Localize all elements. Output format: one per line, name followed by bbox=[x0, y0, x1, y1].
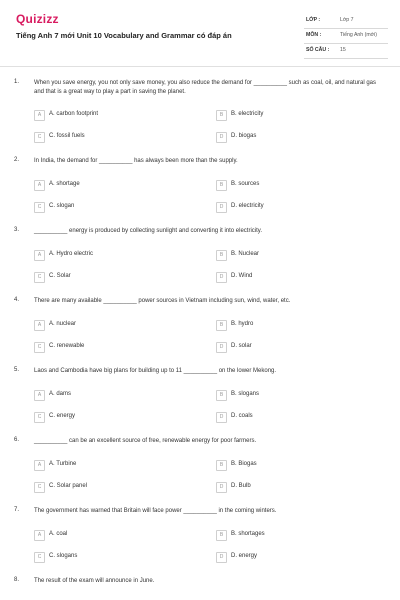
option-letter-box: C bbox=[34, 132, 45, 143]
question-number: 7. bbox=[14, 507, 20, 513]
option-label: B. Nuclear bbox=[231, 251, 260, 257]
option-c[interactable] bbox=[34, 201, 144, 213]
question-number: 1. bbox=[14, 79, 20, 85]
question-text: There are many available __________ power sources in Vietnam including sun, wind, water, etc. bbox=[34, 298, 291, 304]
option-letter-box: C bbox=[34, 482, 45, 493]
meta-key: SỐ CÂU : bbox=[306, 47, 330, 53]
option-c[interactable] bbox=[34, 271, 144, 283]
option-label: A. nuclear bbox=[49, 321, 77, 327]
question-number: 8. bbox=[14, 577, 20, 583]
meta-value: 15 bbox=[340, 47, 346, 53]
option-letter-box: B bbox=[216, 530, 227, 541]
option-label: C. renewable bbox=[49, 343, 85, 349]
worksheet-header bbox=[0, 0, 400, 64]
option-letter-box: C bbox=[34, 552, 45, 563]
question-6 bbox=[0, 437, 400, 507]
question-number: 2. bbox=[14, 157, 20, 163]
option-a[interactable] bbox=[34, 179, 144, 191]
meta-row-subject bbox=[304, 29, 388, 44]
option-c[interactable] bbox=[34, 411, 144, 423]
option-label: A. dams bbox=[49, 391, 72, 397]
question-5 bbox=[0, 367, 400, 437]
option-letter-box: B bbox=[216, 180, 227, 191]
option-letter-box: C bbox=[34, 272, 45, 283]
question-7 bbox=[0, 507, 400, 577]
option-letter-box: A bbox=[34, 530, 45, 541]
option-letter-box: C bbox=[34, 412, 45, 423]
option-label: C. slogans bbox=[49, 553, 78, 559]
option-letter-box: B bbox=[216, 320, 227, 331]
meta-row-count bbox=[304, 44, 388, 59]
option-letter-box: B bbox=[216, 390, 227, 401]
option-letter-box: B bbox=[216, 460, 227, 471]
option-label: B. sources bbox=[231, 181, 260, 187]
option-label: B. shortages bbox=[231, 531, 265, 537]
option-letter-box: D bbox=[216, 272, 227, 283]
option-c[interactable] bbox=[34, 341, 144, 353]
option-a[interactable] bbox=[34, 109, 144, 121]
option-d[interactable] bbox=[216, 551, 326, 563]
question-number: 5. bbox=[14, 367, 20, 373]
option-letter-box: D bbox=[216, 412, 227, 423]
option-label: B. Biogas bbox=[231, 461, 257, 467]
option-letter-box: A bbox=[34, 390, 45, 401]
option-a[interactable] bbox=[34, 389, 144, 401]
option-label: C. Solar bbox=[49, 273, 71, 279]
option-d[interactable] bbox=[216, 481, 326, 493]
question-2 bbox=[0, 157, 400, 227]
option-b[interactable] bbox=[216, 389, 326, 401]
option-d[interactable] bbox=[216, 341, 326, 353]
option-letter-box: C bbox=[34, 202, 45, 213]
question-text: __________ energy is produced by collecting sunlight and converting it into electricity. bbox=[34, 228, 263, 234]
option-label: C. slogan bbox=[49, 203, 75, 209]
option-a[interactable] bbox=[34, 319, 144, 331]
option-label: D. biogas bbox=[231, 133, 257, 139]
option-label: B. slogans bbox=[231, 391, 260, 397]
option-label: B. electricity bbox=[231, 111, 264, 117]
option-label: C. Solar panel bbox=[49, 483, 88, 489]
meta-key: MÔN : bbox=[306, 32, 322, 38]
worksheet-meta bbox=[304, 14, 388, 59]
option-letter-box: A bbox=[34, 250, 45, 261]
option-d[interactable] bbox=[216, 271, 326, 283]
option-b[interactable] bbox=[216, 179, 326, 191]
option-letter-box: D bbox=[216, 482, 227, 493]
option-label: A. shortage bbox=[49, 181, 80, 187]
option-a[interactable] bbox=[34, 459, 144, 471]
option-c[interactable] bbox=[34, 481, 144, 493]
option-label: D. electricity bbox=[231, 203, 264, 209]
option-c[interactable] bbox=[34, 551, 144, 563]
question-text: __________ can be an excellent source of free, renewable energy for poor farmers. bbox=[34, 438, 257, 444]
option-label: D. energy bbox=[231, 553, 258, 559]
option-letter-box: C bbox=[34, 342, 45, 353]
option-a[interactable] bbox=[34, 249, 144, 261]
meta-key: LỚP : bbox=[306, 17, 321, 23]
worksheet-title: Tiếng Anh 7 mới Unit 10 Vocabulary and Grammar có đáp án bbox=[16, 31, 232, 40]
option-letter-box: A bbox=[34, 320, 45, 331]
question-text: When you save energy, you not only save money, you also reduce the demand for __________ such as coal, oil, and natural gas and that is a great way to play a part in saving the planet. bbox=[34, 80, 376, 95]
option-letter-box: D bbox=[216, 202, 227, 213]
option-label: D. solar bbox=[231, 343, 252, 349]
question-text: The government has warned that Britain will face power __________ in the coming winters. bbox=[34, 508, 277, 514]
option-label: C. energy bbox=[49, 413, 76, 419]
option-label: A. Hydro electric bbox=[49, 251, 94, 257]
option-letter-box: A bbox=[34, 110, 45, 121]
quizizz-logo: Quizizz bbox=[16, 12, 59, 26]
option-b[interactable] bbox=[216, 459, 326, 471]
option-label: B. hydro bbox=[231, 321, 254, 327]
question-number: 6. bbox=[14, 437, 20, 443]
meta-row-class bbox=[304, 14, 388, 29]
option-letter-box: D bbox=[216, 552, 227, 563]
option-label: D. coals bbox=[231, 413, 253, 419]
option-b[interactable] bbox=[216, 319, 326, 331]
question-text: The result of the exam will announce in June. bbox=[34, 578, 155, 584]
header-divider bbox=[0, 66, 400, 67]
question-text: Laos and Cambodia have big plans for building up to 11 __________ on the lower Mekong. bbox=[34, 368, 277, 374]
option-label: A. coal bbox=[49, 531, 68, 537]
option-d[interactable] bbox=[216, 411, 326, 423]
option-letter-box: D bbox=[216, 132, 227, 143]
option-b[interactable] bbox=[216, 249, 326, 261]
option-label: C. fossil fuels bbox=[49, 133, 85, 139]
option-label: A. carbon footprint bbox=[49, 111, 99, 117]
option-label: A. Turbine bbox=[49, 461, 77, 467]
question-4 bbox=[0, 297, 400, 367]
meta-value: Tiếng Anh (mới) bbox=[340, 32, 377, 38]
meta-value: Lớp 7 bbox=[340, 17, 354, 23]
question-3 bbox=[0, 227, 400, 297]
option-label: D. Wind bbox=[231, 273, 253, 279]
question-text: In India, the demand for __________ has always been more than the supply. bbox=[34, 158, 238, 164]
question-1 bbox=[0, 79, 400, 149]
option-letter-box: B bbox=[216, 250, 227, 261]
option-letter-box: D bbox=[216, 342, 227, 353]
option-letter-box: A bbox=[34, 180, 45, 191]
option-letter-box: A bbox=[34, 460, 45, 471]
option-c[interactable] bbox=[34, 131, 144, 143]
option-label: D. Bulb bbox=[231, 483, 251, 489]
option-b[interactable] bbox=[216, 529, 326, 541]
question-8 bbox=[0, 577, 400, 597]
question-number: 4. bbox=[14, 297, 20, 303]
option-b[interactable] bbox=[216, 109, 326, 121]
option-letter-box: B bbox=[216, 110, 227, 121]
option-d[interactable] bbox=[216, 131, 326, 143]
option-a[interactable] bbox=[34, 529, 144, 541]
question-number: 3. bbox=[14, 227, 20, 233]
option-d[interactable] bbox=[216, 201, 326, 213]
